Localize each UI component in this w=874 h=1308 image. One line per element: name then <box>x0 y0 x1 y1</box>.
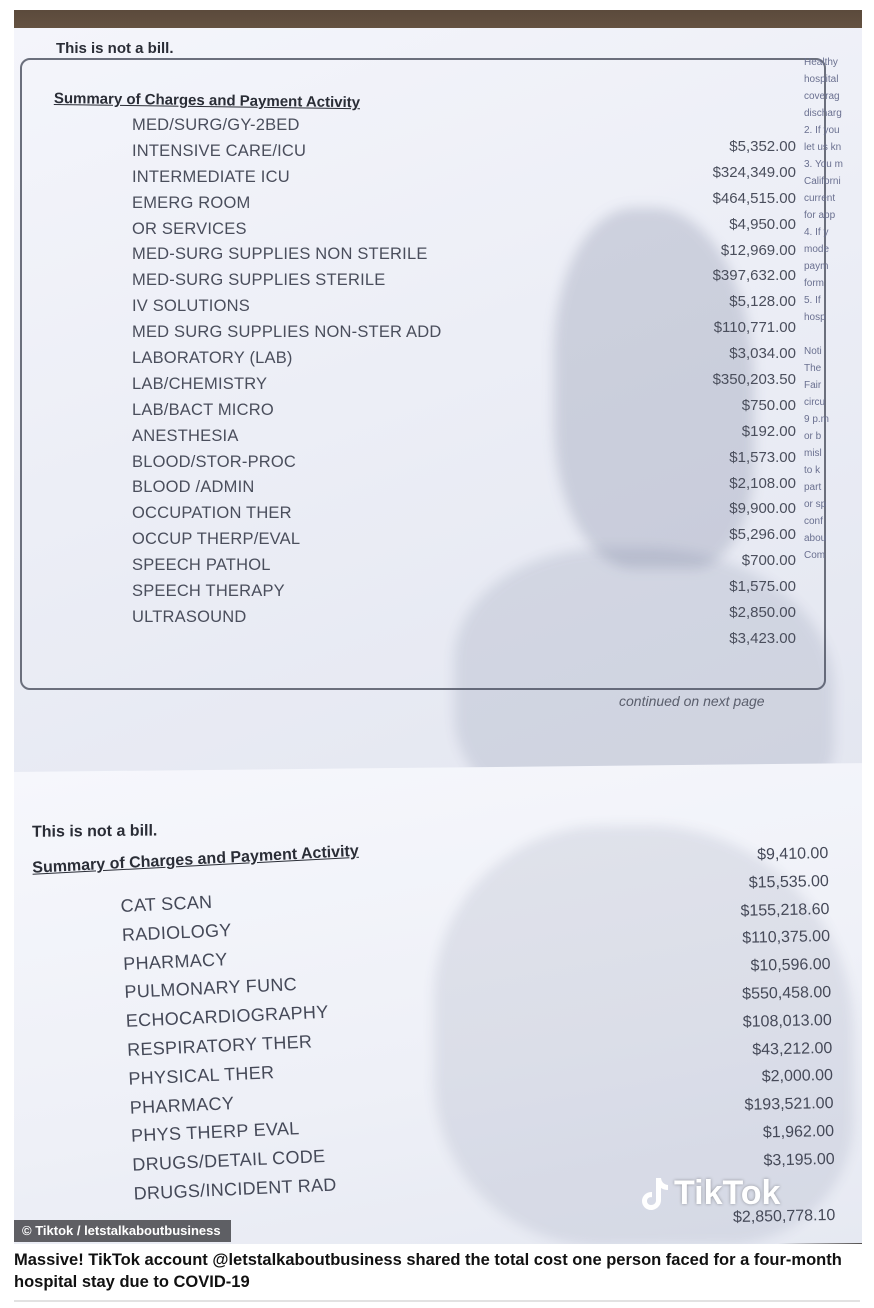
charge-item: INTERMEDIATE ICU <box>132 167 290 186</box>
charge-item: SPEECH THERAPY <box>132 582 285 601</box>
charge-amount: $397,632.00 <box>712 267 796 285</box>
charge-amount: $110,375.00 <box>742 928 831 948</box>
charge-item-list <box>132 113 441 631</box>
side-notice-line: let us kn <box>804 142 842 153</box>
side-notice-line: paym <box>804 261 829 272</box>
side-notice-line: 9 p.m <box>804 414 830 425</box>
side-notice-line: 5. If <box>804 295 821 306</box>
side-notice-line: coverag <box>804 91 840 102</box>
charge-item: EMERG ROOM <box>132 193 251 212</box>
charge-amount: $10,596.00 <box>750 956 831 975</box>
image-caption: Massive! TikTok account @letstalkaboutbusiness shared the total cost one person faced for a four-month hospital stay due to COVID-19 <box>14 1251 842 1291</box>
charge-amount: $9,410.00 <box>756 844 829 864</box>
charge-item: RADIOLOGY <box>121 919 233 945</box>
not-a-bill-label: This is not a bill. <box>56 40 174 57</box>
charge-item: BLOOD/STOR-PROC <box>132 452 297 471</box>
charge-item: OCCUPATION THER <box>132 504 292 523</box>
charge-item: MED-SURG SUPPLIES STERILE <box>132 271 386 290</box>
charge-item: PHYS THERP EVAL <box>130 1118 300 1147</box>
charge-item: INTENSIVE CARE/ICU <box>132 141 307 160</box>
charge-item: ECHOCARDIOGRAPHY <box>125 1001 329 1032</box>
side-notice-line: misl <box>804 448 822 459</box>
charge-amount: $12,969.00 <box>720 241 796 259</box>
side-notice-line: Healthy <box>804 57 838 68</box>
charge-amount: $1,573.00 <box>729 448 796 466</box>
charge-amount: $43,212.00 <box>752 1039 833 1059</box>
charge-amount: $2,108.00 <box>729 474 796 492</box>
summary-title: Summary of Charges and Payment Activity <box>53 90 361 112</box>
side-notice-line: to k <box>804 465 821 476</box>
charge-item: PHYSICAL THER <box>128 1061 275 1089</box>
tiktok-note-icon <box>640 1176 670 1212</box>
charge-item: LAB/BACT MICRO <box>132 400 274 419</box>
side-notice-line: or sp <box>804 499 827 510</box>
charge-amount: $350,203.50 <box>712 371 796 389</box>
side-notice-line: Com <box>804 550 826 561</box>
charge-amount-list <box>713 134 796 652</box>
side-notice-line: discharg <box>804 108 842 119</box>
charge-item-list-2 <box>120 883 337 1209</box>
side-notice-column <box>804 54 862 704</box>
charge-amount: $5,352.00 <box>729 138 796 155</box>
bill-page-top <box>14 28 862 808</box>
charge-amount: $750.00 <box>741 396 796 414</box>
side-notice-line: hospital <box>804 74 839 85</box>
charge-item: RESPIRATORY THER <box>126 1031 313 1060</box>
charge-item: PULMONARY FUNC <box>124 974 298 1003</box>
charge-item: ULTRASOUND <box>132 607 247 626</box>
tiktok-watermark <box>640 1174 780 1213</box>
charge-amount: $464,515.00 <box>712 189 796 207</box>
side-notice-line: 3. You m <box>804 159 843 170</box>
side-notice-line: current <box>804 193 836 204</box>
charge-item: ANESTHESIA <box>132 426 239 445</box>
side-notice-line: abou <box>804 533 827 544</box>
charge-item: LABORATORY (LAB) <box>132 349 293 368</box>
bill-photo <box>14 10 862 1244</box>
charge-amount: $108,013.00 <box>742 1011 832 1031</box>
charge-amount: $700.00 <box>741 552 796 570</box>
charge-amount: $2,000.00 <box>761 1067 834 1086</box>
charge-amount: $193,521.00 <box>744 1095 834 1114</box>
side-notice-line: or b <box>804 431 822 442</box>
side-notice-line: circu <box>804 397 826 408</box>
caption-divider <box>14 1300 860 1302</box>
charge-item: OR SERVICES <box>132 219 247 238</box>
charge-amount: $192.00 <box>741 422 796 440</box>
charge-amount-list-2 <box>739 840 835 1175</box>
image-credit: © Tiktok / letstalkaboutbusiness <box>14 1220 231 1242</box>
charge-amount: $1,962.00 <box>762 1122 835 1142</box>
charge-item: LAB/CHEMISTRY <box>132 374 268 393</box>
charge-amount: $3,034.00 <box>729 345 796 363</box>
side-notice-line: 2. If you <box>804 125 840 136</box>
charge-amount: $155,218.60 <box>740 900 830 920</box>
charge-amount: $5,128.00 <box>729 293 796 311</box>
side-notice-line: form <box>804 278 824 289</box>
charge-amount: $1,575.00 <box>729 578 796 596</box>
side-notice-line: The <box>804 363 822 374</box>
charge-item: BLOOD /ADMIN <box>132 478 255 497</box>
charge-item: IV SOLUTIONS <box>132 297 250 316</box>
charge-amount: $550,458.00 <box>742 983 832 1003</box>
side-notice-line: for app <box>804 210 836 221</box>
side-notice-line: hosp <box>804 312 826 323</box>
side-notice-line: Noti <box>804 346 822 357</box>
side-notice-line: mode <box>804 244 830 255</box>
charge-amount: $324,349.00 <box>712 163 796 181</box>
charge-item: SPEECH PATHOL <box>132 556 271 575</box>
total-amount: $2,850,778.10 <box>732 1206 836 1227</box>
side-notice-line: Californi <box>804 176 841 187</box>
charge-item: MED-SURG SUPPLIES NON STERILE <box>132 245 428 264</box>
charge-item: PHARMACY <box>122 948 229 974</box>
side-notice-line: 4. If y <box>804 227 829 238</box>
charge-item: DRUGS/INCIDENT RAD <box>133 1174 338 1204</box>
charge-item: OCCUP THERP/EVAL <box>132 530 301 549</box>
charge-item: PHARMACY <box>129 1092 235 1118</box>
charge-amount: $2,850.00 <box>729 604 796 622</box>
charge-amount: $3,423.00 <box>729 629 796 647</box>
charge-item: DRUGS/DETAIL CODE <box>131 1146 326 1175</box>
continued-note: continued on next page <box>619 693 765 709</box>
side-notice-line: conf <box>804 516 823 527</box>
not-a-bill-label-2: This is not a bill. <box>32 822 158 841</box>
side-notice-line: Fair <box>804 380 822 391</box>
side-notice-line <box>804 326 862 343</box>
charge-amount: $110,771.00 <box>713 319 796 337</box>
side-notice-line: part <box>804 482 822 493</box>
charge-item: MED SURG SUPPLIES NON-STER ADD <box>132 323 442 342</box>
tiktok-brand-text: TikTok <box>674 1174 781 1212</box>
summary-title-2: Summary of Charges and Payment Activity <box>32 842 360 877</box>
charge-amount: $3,195.00 <box>763 1150 835 1170</box>
charge-amount: $4,950.00 <box>729 215 796 233</box>
charge-item: CAT SCAN <box>120 891 213 916</box>
charge-amount: $15,535.00 <box>748 872 830 892</box>
charge-amount: $9,900.00 <box>729 500 796 518</box>
charge-item: MED/SURG/GY-2BED <box>132 116 300 134</box>
charge-amount: $5,296.00 <box>729 526 796 544</box>
